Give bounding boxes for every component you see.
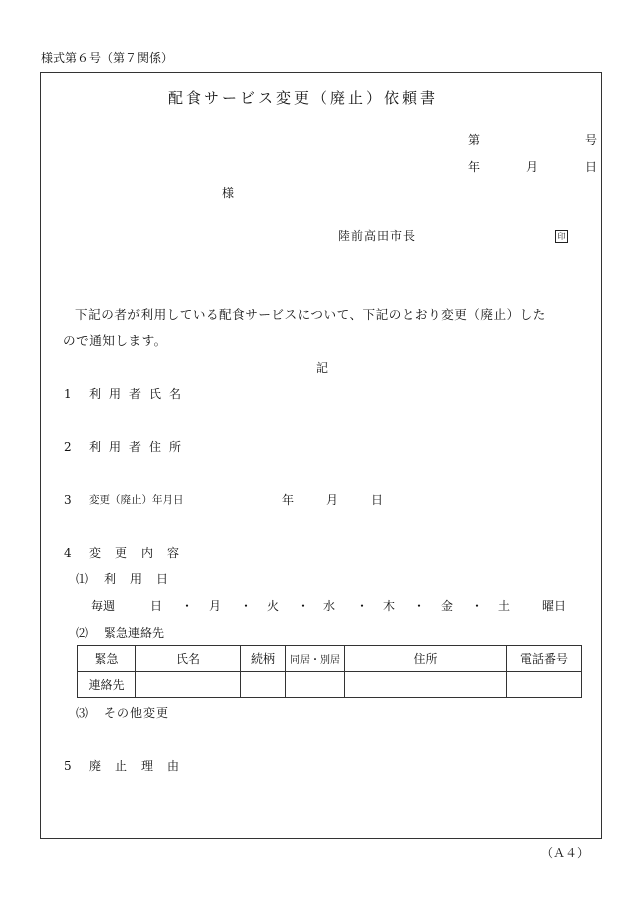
day-separator: ・ [181, 599, 194, 613]
sub-1-number: ⑴ [76, 572, 89, 586]
emergency-contact-table [77, 645, 582, 698]
day-separator: ・ [471, 599, 484, 613]
table-header-row [78, 646, 582, 672]
number-prefix: 第 [468, 133, 481, 147]
item-3-number: 3 [64, 493, 72, 507]
youbi-label: 曜日 [542, 599, 567, 613]
body-text-line2: ので通知します。 [63, 333, 167, 348]
addressee-suffix: 様 [222, 186, 235, 200]
form-frame [40, 72, 602, 839]
header-phone: 電話番号 [507, 646, 582, 672]
header-relationship: 続柄 [241, 646, 286, 672]
day-saturday: 土 [498, 599, 511, 613]
day-sunday: 日 [150, 599, 163, 613]
date-month: 月 [526, 160, 539, 174]
date-day: 日 [585, 160, 598, 174]
sub-2-number: ⑵ [76, 626, 89, 640]
day-wednesday: 水 [323, 599, 336, 613]
item-3-label: 変更（廃止）年月日 [89, 494, 184, 506]
header-name: 氏名 [136, 646, 241, 672]
day-thursday: 木 [383, 599, 396, 613]
sub-1-label: 利用日 [104, 572, 183, 586]
number-suffix: 号 [585, 133, 598, 147]
day-tuesday: 火 [267, 599, 280, 613]
seal-mark: 印 [555, 230, 568, 243]
header-cohabitation: 同居・別居 [286, 646, 345, 672]
paper-size-label: （Ａ４） [541, 846, 590, 860]
address-cell[interactable] [345, 672, 507, 698]
issuer: 陸前高田市長 [338, 229, 417, 243]
item-1-number: 1 [64, 387, 72, 401]
weekly-label: 毎週 [91, 599, 116, 613]
form-number: 様式第６号（第７関係） [41, 51, 174, 65]
item-2-label: 利用者住所 [89, 440, 190, 454]
item-3-year: 年 [282, 493, 295, 507]
sub-2-label: 緊急連絡先 [104, 626, 165, 640]
day-separator: ・ [240, 599, 253, 613]
table-row [78, 672, 582, 698]
item-2-number: 2 [64, 440, 72, 454]
day-separator: ・ [356, 599, 369, 613]
day-separator: ・ [413, 599, 426, 613]
day-friday: 金 [441, 599, 454, 613]
item-4-label: 変更内容 [89, 546, 194, 560]
day-monday: 月 [209, 599, 222, 613]
sub-3-number: ⑶ [76, 706, 89, 720]
page-title: 配食サービス変更（廃止）依頼書 [168, 89, 439, 107]
ki-label: 記 [316, 361, 329, 375]
body-text-line1: 下記の者が利用している配食サービスについて、下記のとおり変更（廃止）した [75, 307, 546, 322]
relationship-cell[interactable] [241, 672, 286, 698]
date-year: 年 [468, 160, 481, 174]
day-separator: ・ [297, 599, 310, 613]
item-5-label: 廃止理由 [89, 759, 194, 773]
name-cell[interactable] [136, 672, 241, 698]
phone-cell[interactable] [507, 672, 582, 698]
sub-3-label: その他変更 [104, 706, 170, 720]
header-address: 住所 [345, 646, 507, 672]
item-3-day: 日 [371, 493, 384, 507]
item-5-number: 5 [64, 759, 72, 773]
item-1-label: 利用者氏名 [89, 387, 190, 401]
row-label-contact: 連絡先 [78, 672, 136, 698]
row-label-emergency: 緊急 [78, 646, 136, 672]
item-3-month: 月 [326, 493, 339, 507]
item-4-number: 4 [64, 546, 72, 560]
cohabitation-cell[interactable] [286, 672, 345, 698]
